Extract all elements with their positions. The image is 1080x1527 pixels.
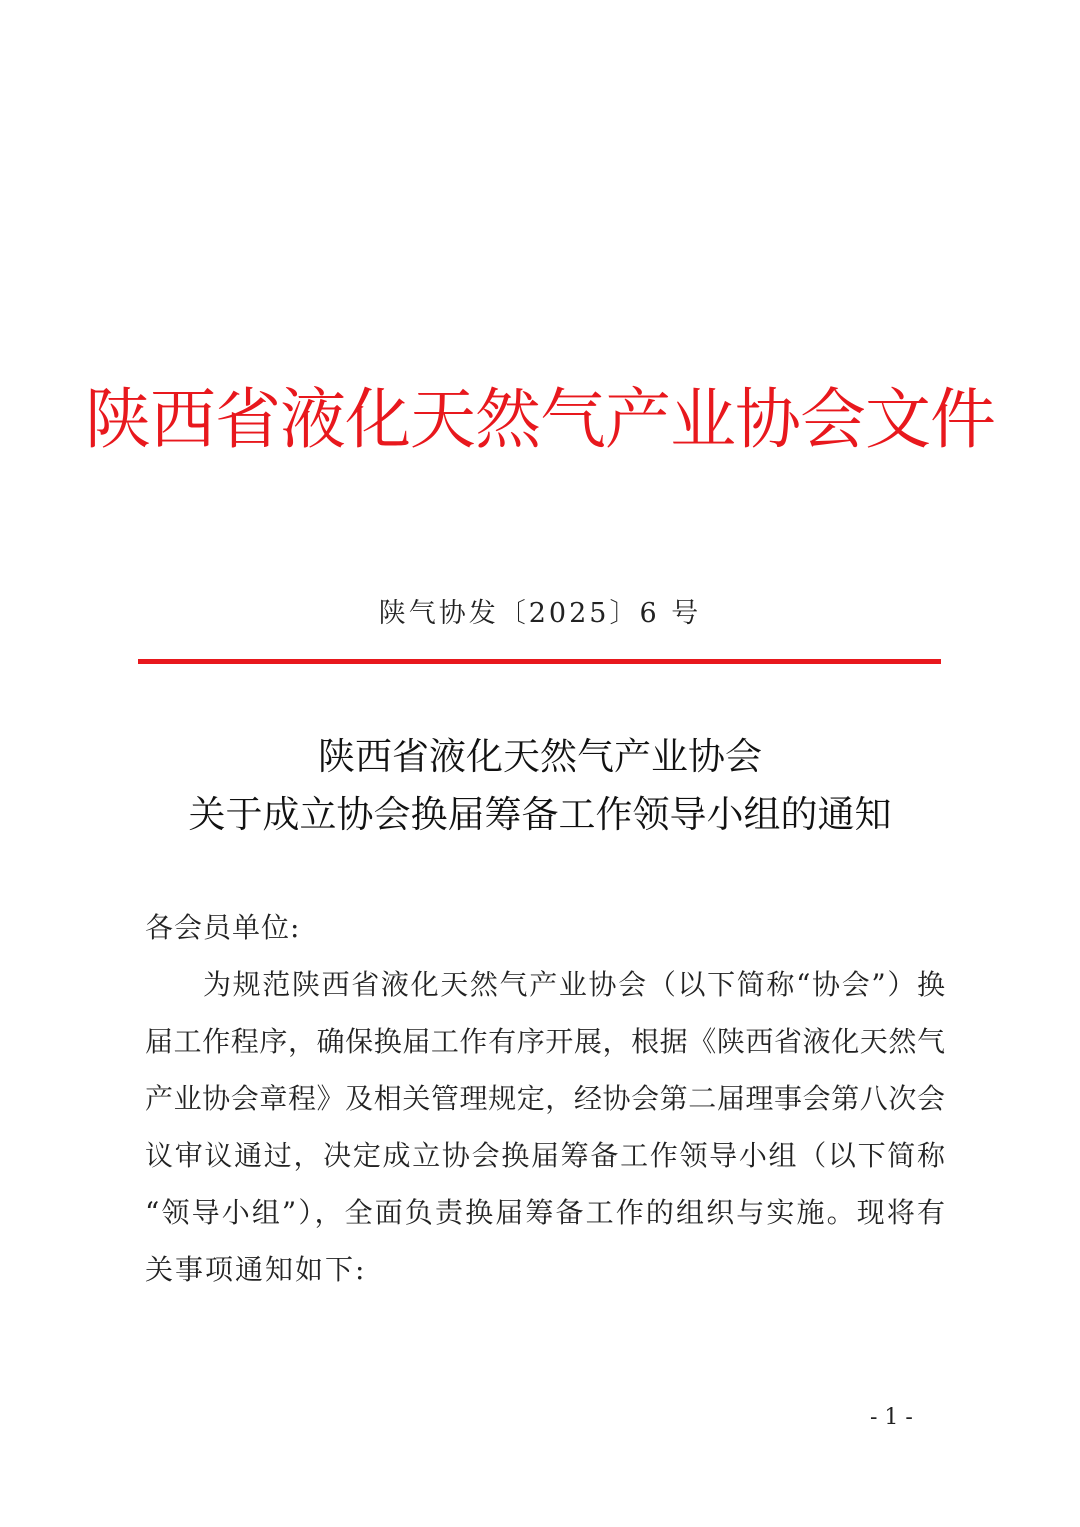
body-text-line: 关事项通知如下: bbox=[145, 1253, 367, 1286]
salutation: 各会员单位: bbox=[145, 911, 301, 944]
body-text-line: 产业协会章程》及相关管理规定，经协会第二届理事会第八次会 bbox=[145, 1082, 945, 1115]
body-text-line: 届工作程序，确保换届工作有序开展，根据《陕西省液化天然气 bbox=[145, 1025, 945, 1058]
page-number: - 1 - bbox=[870, 1405, 913, 1430]
notice-title-line-1: 陕西省液化天然气产业协会 bbox=[318, 735, 762, 778]
body-text-line: 议审议通过，决定成立协会换届筹备工作领导小组（以下简称 bbox=[145, 1139, 945, 1172]
body-text-line: “领导小组”），全面负责换届筹备工作的组织与实施。现将有 bbox=[145, 1196, 945, 1229]
document-number: 陕气协发〔2025〕6 号 bbox=[378, 598, 702, 629]
body-text-line: 为规范陕西省液化天然气产业协会（以下简称“协会”）换 bbox=[203, 968, 945, 1001]
document-masthead: 陕西省液化天然气产业协会文件 bbox=[85, 381, 995, 458]
red-separator-rule bbox=[138, 659, 941, 664]
notice-title-line-2: 关于成立协会换届筹备工作领导小组的通知 bbox=[188, 793, 892, 836]
